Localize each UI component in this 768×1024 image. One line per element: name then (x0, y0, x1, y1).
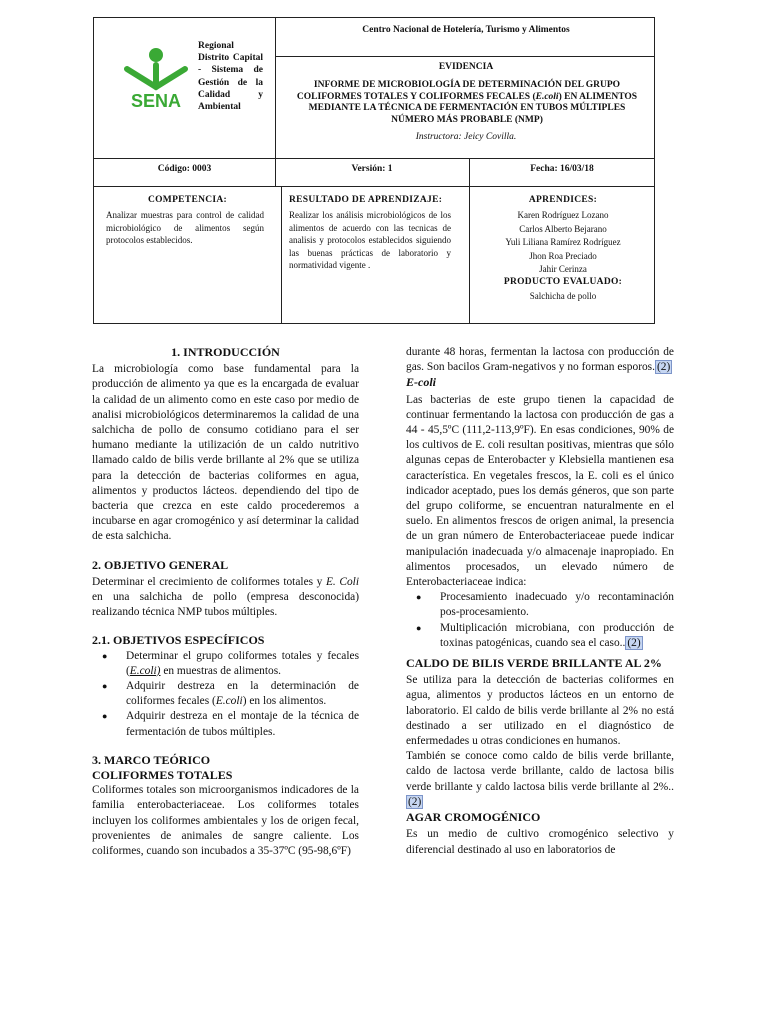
aprendiz: Carlos Alberto Bejarano (519, 223, 607, 234)
citation[interactable]: (2) (627, 636, 641, 649)
version: Versión: 1 (351, 164, 393, 174)
agar-title: AGAR CROMOGÉNICO (406, 810, 541, 825)
list-item: ● Adquirir destreza en la determinación de coliformes fecales (E.coli) en los alimentos. (92, 679, 359, 709)
producto-label: PRODUCTO EVALUADO: (503, 277, 623, 287)
logo-text: SENA (130, 91, 182, 111)
sena-logo (119, 41, 199, 121)
producto: Salchicha de pollo (529, 291, 597, 301)
coliformes-text: Coliformes totales son microorganismos indicadores de la familia enterobacteriaceae. Los coliformes totales incluyen los coliformes ambientales y los de origen fecal, provenientes de animales de sangre caliente. Los coliformes, cuando son incubados a 35-37ºC (95-98,6ºF) (92, 784, 359, 858)
continued-text: durante 48 horas, fermentan la lactosa con producción de gas. Son bacilos Gram-negativos y no forman esporos. (2) (406, 346, 674, 374)
marco-title: 3. MARCO TEÓRICO (92, 752, 211, 767)
aprendiz: Jahir Cerinza (539, 264, 587, 274)
codigo: Código: 0003 (157, 164, 212, 174)
header-table (93, 17, 655, 324)
aprendiz: Jhon Roa Preciado (529, 250, 597, 261)
list-item: ● Adquirir destreza en el montaje de la técnica de fermentación de tubos múltiples. (92, 709, 359, 739)
competencia-text: Analizar muestras para control de calidad microbiológico de alimentos según protocolos establecidos. (106, 210, 264, 245)
objective-text: Determinar el crecimiento de coliformes totales y E. Coli en una salchicha de pollo (empresa desconocida) realizando técnica NMP tubos múltiples. (92, 575, 359, 619)
citation[interactable]: (2) (656, 361, 671, 374)
instructora: Instructora: Jeicy Covilla. (415, 132, 517, 142)
coliformes-title: COLIFORMES TOTALES (92, 768, 233, 783)
right-column (406, 345, 674, 858)
aprendices-label: APRENDICES: (528, 195, 598, 205)
specific-objectives-list (92, 649, 359, 740)
caldo-text-2: También se conoce como caldo de bilis verde brillante, caldo de lactosa verde brillante, caldo de lactosa bilis verde brillante y caldo lactosa bilis verde brillante al 2%..(2) (406, 750, 674, 808)
citation[interactable]: (2) (408, 795, 422, 808)
ecoli-text: Las bacterias de este grupo tienen la capacidad de continuar fermentando la lactosa con producción de gas a 44 - 45,5ºC (111,2-113,9ºF). En esas condiciones, 90% de los cultivos de E. coli resultan positivas, mientras que sólo algunas cepas de Enterobacter y Klebsiella mantienen esa característica. En vegetales frescos, la E. coli es el único indicador aceptado, pues los demás géneros, que son parte del grupo coliforme, se encuentran naturalmente en el suelo. En alimentos frescos de origen animal, la presencia de un gran número de Enterobacteriaceae puede indicar manipulación inadecuada y/o almacenaje inapropiado. En alimentos procesados, un elevado número de Enterobacteriaceae indica: (406, 393, 674, 589)
ecoli-title: E-coli (406, 375, 436, 390)
caldo-title: CALDO DE BILIS VERDE BRILLANTE AL 2% (406, 656, 662, 671)
agar-text: Es un medio de cultivo cromogénico selectivo y diferencial destinado al uso en laboratorios de (406, 828, 674, 856)
aprendiz: Yuli Liliana Ramírez Rodríguez (505, 237, 621, 247)
resultado-label: RESULTADO DE APRENDIZAJE: (289, 195, 443, 205)
region-text: Regional Distrito Capital - Sistema de Gestión de la Calidad y Ambiental (198, 41, 263, 113)
aprendiz: Karen Rodríguez Lozano (517, 210, 609, 220)
resultado-text: Realizar los análisis microbiológicos de los alimentos de acuerdo con las tecnicas de analisis y protocolos establecidos siguiendo las buenas prácticas de laboratorio y normatividad vigente . (289, 210, 451, 270)
fecha: Fecha: 16/03/18 (530, 164, 594, 174)
evidence-title: INFORME DE MICROBIOLOGÍA DE DETERMINACIÓN DEL GRUPO COLIFORMES TOTALES Y COLIFORMES FECALES (E.coli) EN ALIMENTOS MEDIANTE LA TÉCNICA DE FERMENTACIÓN EN TUBOS MÚLTIPLES NÚMERO MÁS PROBABLE (NMP) (296, 80, 638, 125)
caldo-text: Se utiliza para la detección de bacterias coliformes en agua, alimentos y productos lácteos en un entorno de laboratorio. El caldo de bilis verde brillante al 2% no está destinado a ser utilizado en el diagnóstico de enfermedades u otras condiciones en humanos. (406, 674, 674, 748)
list-item: ● Determinar el grupo coliformes totales y fecales (E.coli) en muestras de alimentos. (92, 649, 359, 679)
intro-text: La microbiología como base fundamental para la producción de alimento ya que es la encargada de evaluar la calidad de un alimento como en este caso por medio de analisi microbiológicos determinaremos la calidad de una salchicha de pollo de consumo cotidiano para el ser humano mediante la utilización de un caldo nutritivo llamado caldo de bilis verde brillante al 2% que se utiliza para la detección de bacterias coliformes en agua, alimentos y productos lácteos. dependiendo del tipo de bacteria que crezca en este caldo procederemos a incubarse en agar cromogénico y así determinar la calidad de esta salchicha. (92, 363, 359, 543)
center-name: Centro Nacional de Hotelería, Turismo y Alimentos (362, 25, 570, 35)
list-item: ● Multiplicación microbiana, con producción de toxinas patogénicas, cuando sea el caso.. (2) (406, 621, 674, 651)
list-item: ● Procesamiento inadecuado y/o recontaminación pos-procesamiento. (406, 590, 674, 620)
objective-title: 2. OBJETIVO GENERAL (92, 557, 229, 572)
left-column (92, 345, 359, 859)
competencia-label: COMPETENCIA: (147, 195, 228, 205)
intro-title: 1. INTRODUCCIÓN (171, 345, 280, 359)
ecoli-list (406, 590, 674, 651)
specific-objectives-title: 2.1. OBJETIVOS ESPECÍFICOS (92, 633, 265, 648)
evidence-label: EVIDENCIA (438, 62, 494, 72)
